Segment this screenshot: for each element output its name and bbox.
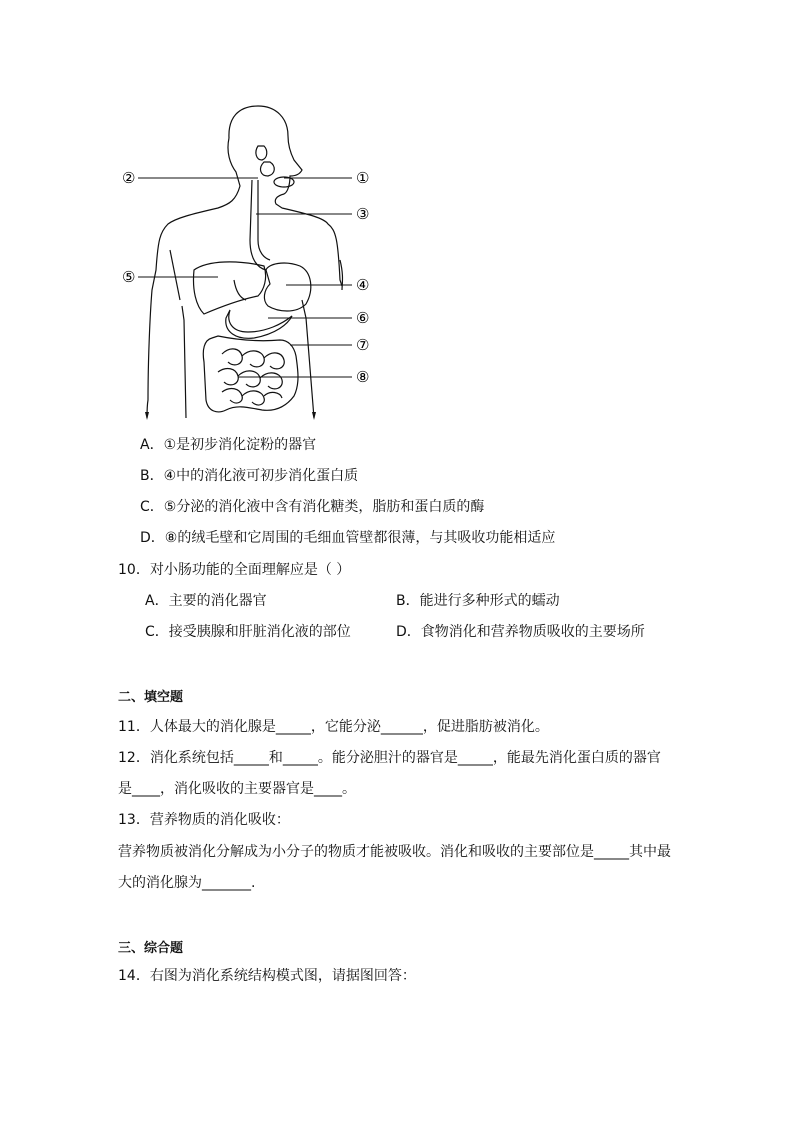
q14: 14．右图为消化系统结构模式图，请据图回答： bbox=[118, 968, 416, 984]
q12-line2: 是____，消化吸收的主要器官是____。 bbox=[118, 781, 356, 797]
q10-stem: 10．对小肠功能的全面理解应是（ ） bbox=[118, 562, 351, 578]
arrow-head-left bbox=[145, 412, 149, 420]
q9-option-c: C．⑤分泌的消化液中含有消化糖类，脂肪和蛋白质的酶 bbox=[140, 499, 485, 515]
arrow-head-right bbox=[312, 412, 316, 420]
digestive-system-diagram bbox=[118, 100, 380, 422]
q11: 11．人体最大的消化腺是_____，它能分泌______，促进脂肪被消化。 bbox=[118, 719, 549, 735]
q13-line1: 营养物质被消化分解成为小分子的物质才能被吸收。消化和吸收的主要部位是_____其中最 bbox=[118, 844, 671, 860]
label-2: ② bbox=[122, 169, 136, 187]
body-outline-right bbox=[229, 106, 342, 286]
label-4: ④ bbox=[356, 276, 370, 294]
large-intestine bbox=[203, 336, 298, 412]
q9-option-a: A．①是初步消化淀粉的器官 bbox=[140, 437, 317, 453]
q12-line1: 12．消化系统包括_____和_____。能分泌胆汁的器官是_____，能最先消化蛋白质的器官 bbox=[118, 750, 661, 766]
q13-line2: 大的消化腺为_______. bbox=[118, 875, 256, 891]
section2-heading: 二、填空题 bbox=[118, 690, 184, 705]
q10-option-d: D．食物消化和营养物质吸收的主要场所 bbox=[396, 624, 645, 640]
label-7: ⑦ bbox=[356, 336, 370, 354]
label-1: ① bbox=[356, 169, 370, 187]
q9-option-b: B．④中的消化液可初步消化蛋白质 bbox=[140, 468, 359, 484]
label-6: ⑥ bbox=[356, 309, 370, 327]
left-arm-line bbox=[170, 250, 180, 300]
salivary-gland bbox=[256, 146, 267, 160]
q13-stem: 13．营养物质的消化吸收： bbox=[118, 812, 290, 828]
label-3: ③ bbox=[356, 205, 370, 223]
liver bbox=[193, 262, 265, 314]
pancreas bbox=[226, 310, 292, 338]
section3-heading: 三、综合题 bbox=[118, 941, 184, 956]
stomach bbox=[264, 263, 310, 311]
q10-option-a: A．主要的消化器官 bbox=[145, 593, 267, 609]
leader-lines bbox=[138, 178, 352, 377]
label-8: ⑧ bbox=[356, 368, 370, 386]
q10-option-b: B．能进行多种形式的蠕动 bbox=[396, 593, 560, 609]
left-torso-line bbox=[182, 306, 186, 418]
label-5: ⑤ bbox=[122, 268, 136, 286]
q10-option-c: C．接受胰腺和肝脏消化液的部位 bbox=[145, 624, 351, 640]
q9-option-d: D．⑧的绒毛壁和它周围的毛细血管壁都很薄，与其吸收功能相适应 bbox=[140, 530, 556, 546]
